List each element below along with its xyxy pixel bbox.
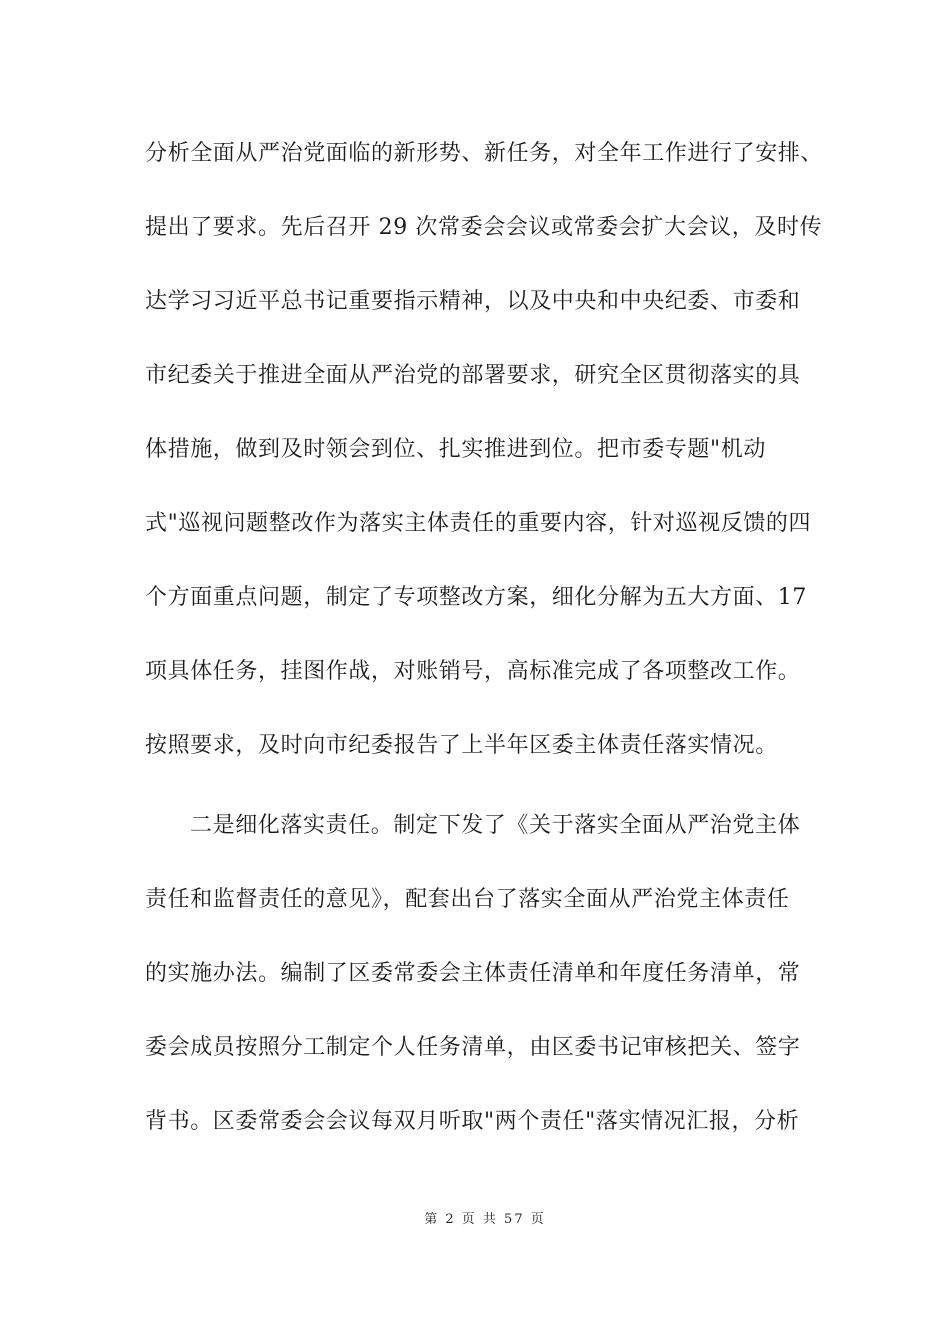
- body-line: 背书。区委常委会会议每双月听取"两个责任"落实情况汇报，分析: [145, 1109, 800, 1134]
- body-line: 市纪委关于推进全面从严治党的部署要求，研究全区贯彻落实的具: [145, 363, 801, 388]
- body-line: 提出了要求。先后召开 29 次常委会会议或常委会扩大会议，及时传: [145, 215, 823, 240]
- body-line: 个方面重点问题，制定了专项整改方案，细化分解为五大方面、17: [145, 585, 807, 610]
- body-line: 达学习习近平总书记重要指示精神，以及中央和中央纪委、市委和: [145, 289, 801, 314]
- body-line: 体措施，做到及时领会到位、扎实推进到位。把市委专题"机动: [145, 437, 766, 462]
- body-line: 按照要求，及时向市纪委报告了上半年区委主体责任落实情况。: [145, 733, 778, 758]
- body-line: 分析全面从严治党面临的新形势、新任务，对全年工作进行了安排、: [145, 141, 824, 166]
- page-number-footer: 第 2 页 共 57 页: [424, 1212, 546, 1227]
- body-line: 项具体任务，挂图作战，对账销号，高标准完成了各项整改工作。: [145, 659, 801, 684]
- body-line: 责任和监督责任的意见》，配套出台了落实全面从严治党主体责任: [145, 887, 790, 912]
- paragraph-first-line: 二是细化落实责任。制定下发了《关于落实全面从严治党主体: [190, 813, 801, 838]
- body-line: 式"巡视问题整改作为落实主体责任的重要内容，针对巡视反馈的四: [145, 511, 812, 536]
- body-line: 的实施办法。编制了区委常委会主体责任清单和年度任务清单，常: [145, 961, 801, 986]
- body-line: 委会成员按照分工制定个人任务清单，由区委书记审核把关、签字: [145, 1035, 801, 1060]
